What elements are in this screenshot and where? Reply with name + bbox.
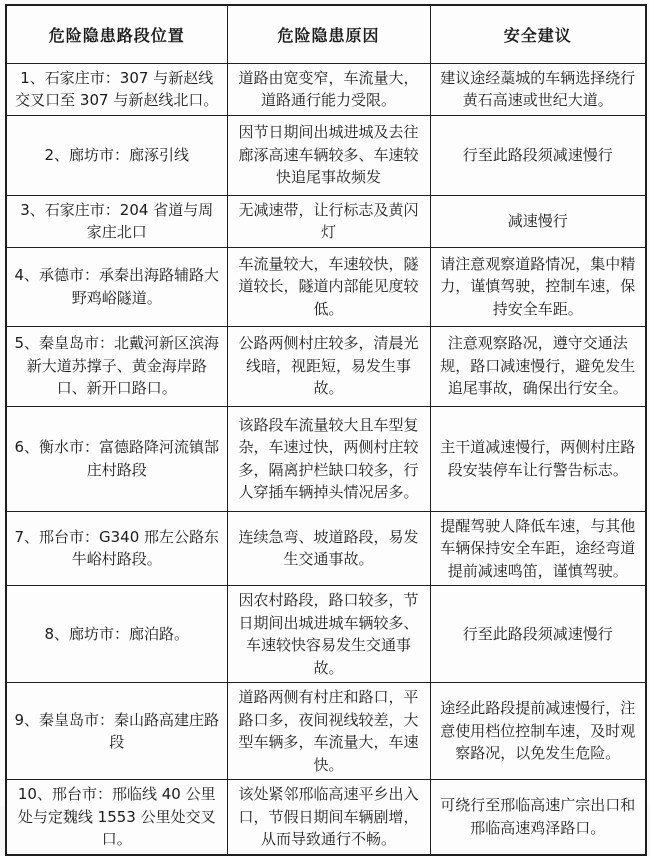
location-cell: 1、石家庄市：307 与新赵线交叉口至 307 与新赵线北口。	[6, 63, 227, 115]
reason-cell: 该路段车流量较大且车型复杂，车速过快，两侧村庄较多，隔离护栏缺口较多，行人穿插车辆掉头情况居多。	[227, 406, 430, 511]
hazard-road-table	[5, 4, 647, 856]
advice-cell: 请注意观察道路情况，集中精力，谨慎驾驶，控制车速，保持安全车距。	[430, 247, 646, 326]
reason-cell: 车流量较大，车速较快，隧道较长，隧道内部能见度较低。	[227, 247, 430, 326]
table-row	[6, 326, 646, 406]
table-row	[6, 115, 646, 195]
location-cell: 10、邢台市：邢临线 40 公里处与定魏线 1553 公里处交叉口。	[6, 780, 227, 855]
reason-cell: 因节日期间出城进城及去往廊涿高速车辆较多、车速较快追尾事故频发	[227, 115, 430, 195]
table-row	[6, 586, 646, 683]
reason-cell: 道路两侧有村庄和路口，平路口多，夜间视线较差，大型车辆多，车流量大，车速快。	[227, 683, 430, 780]
reason-cell: 连续急弯、坡道路段，易发生交通事故。	[227, 511, 430, 586]
header-row	[6, 5, 646, 63]
column-header-location: 危险隐患路段位置	[6, 5, 227, 63]
location-cell: 4、承德市：承秦出海路辅路大野鸡峪隧道。	[6, 247, 227, 326]
reason-cell: 公路两侧村庄较多，清晨光线暗，视距短，易发生事故。	[227, 326, 430, 406]
table-row	[6, 406, 646, 511]
table-header	[6, 5, 646, 63]
advice-cell: 行至此路段须减速慢行	[430, 586, 646, 683]
reason-cell: 无减速带，让行标志及黄闪灯	[227, 195, 430, 247]
advice-cell: 行至此路段须减速慢行	[430, 115, 646, 195]
advice-cell: 提醒驾驶人降低车速，与其他车辆保持安全车距，途经弯道提前减速鸣笛，谨慎驾驶。	[430, 511, 646, 586]
location-cell: 7、邢台市：G340 邢左公路东牛峪村路段。	[6, 511, 227, 586]
table-row	[6, 247, 646, 326]
column-header-advice: 安全建议	[430, 5, 646, 63]
table-row	[6, 780, 646, 855]
location-cell: 9、秦皇岛市：秦山路高建庄路段	[6, 683, 227, 780]
reason-cell: 该处紧邻邢临高速平乡出入口，节假日期间车辆剧增，从而导致通行不畅。	[227, 780, 430, 855]
location-cell: 8、廊坊市：廊泊路。	[6, 586, 227, 683]
table-row	[6, 195, 646, 247]
advice-cell: 注意观察路况，遵守交通法规，路口减速慢行，避免发生追尾事故，确保出行安全。	[430, 326, 646, 406]
advice-cell: 减速慢行	[430, 195, 646, 247]
advice-cell: 主干道减速慢行，两侧村庄路段安装停车让行警告标志。	[430, 406, 646, 511]
advice-cell: 途经此路段提前减速慢行，注意使用档位控制车速，及时观察路况，以免发生危险。	[430, 683, 646, 780]
table-row	[6, 683, 646, 780]
location-cell: 5、秦皇岛市：北戴河新区滨海新大道苏撑子、黄金海岸路口、新开口路口。	[6, 326, 227, 406]
table-row	[6, 63, 646, 115]
advice-cell: 可绕行至邢临高速广宗出口和邢临高速鸡泽路口。	[430, 780, 646, 855]
advice-cell: 建议途经藁城的车辆选择绕行黄石高速或世纪大道。	[430, 63, 646, 115]
location-cell: 2、廊坊市：廊涿引线	[6, 115, 227, 195]
table-row	[6, 511, 646, 586]
table-body	[6, 63, 646, 855]
reason-cell: 道路由宽变窄，车流量大，道路通行能力受限。	[227, 63, 430, 115]
reason-cell: 因农村路段，路口较多，节日期间出城进城车辆较多、车速较快容易发生交通事故。	[227, 586, 430, 683]
column-header-reason: 危险隐患原因	[227, 5, 430, 63]
location-cell: 3、石家庄市：204 省道与周家庄北口	[6, 195, 227, 247]
location-cell: 6、衡水市：富德路降河流镇郜庄村路段	[6, 406, 227, 511]
